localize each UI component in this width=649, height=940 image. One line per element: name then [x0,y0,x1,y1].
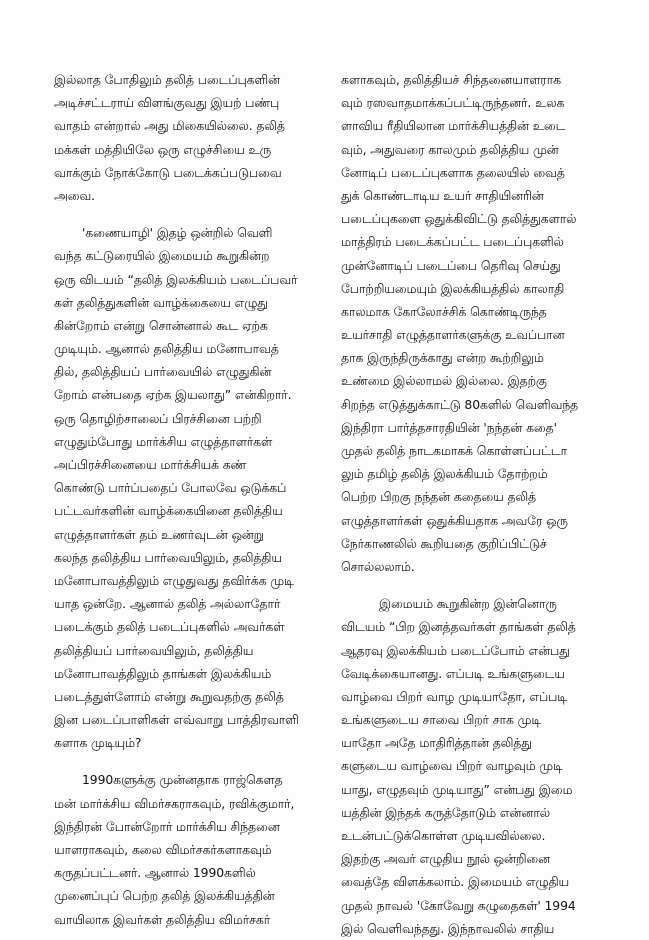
text-line: அவை. [54,187,95,203]
text-line: மன் மார்க்சிய விமர்சகராகவும், ரவிக்குமார், [54,795,295,811]
paragraph [341,68,623,578]
text-line: கள் தலித்துகளின் வாழ்க்கையை எழுது [54,294,268,310]
text-line: ஆதரவு இலக்கியம் படைப்போம் என்பது [341,642,570,658]
text-line: தலித்தியப் பார்வையிலும், தலித்திய [54,642,254,658]
text-line: கருதப்பட்டனர். ஆனால் 1990களில் [54,865,256,881]
text-line: படைக்கும் தலித் படைப்புகளில் அவர்கள் [54,619,285,635]
text-line: 'கணையாழி' இதழ் ஒன்றில் வெளி [82,225,273,241]
text-line: உண்மை இல்லாமல் இல்லை. இதற்கு [341,373,547,389]
text-line: வும், அதுவரை காலமும் தலித்திய முன் [341,141,559,157]
paragraph-gap [54,207,334,221]
right-column [341,68,623,940]
text-line: வந்த கட்டுரையில் இமையம் கூறுகின்ற [54,248,270,264]
text-line: எழுத்தாளர்கள் ஒதுக்கியதாக அவரே ஒரு [341,512,568,528]
text-line: யத்தின் இந்தக் கருத்தோடும் என்னால் [341,804,550,820]
text-line: களுடைய வாழ்வை பிறர் வாழவும் முடி [341,758,563,774]
left-column [54,68,334,931]
text-line: வைத்தே விளக்கலாம். இமையம் எழுதிய [341,874,570,890]
text-line: நேர்காணலில் கூறியதை குறிப்பிட்டுச் [341,535,547,551]
paragraph [54,221,334,754]
text-line: இமையம் கூறுகின்ற இன்னொரு [379,596,557,612]
text-line: யாதோ அதே மாதிரித்தான் தலித்து [341,735,532,751]
text-line: முதல் தலித் நாடகமாகக் கொள்ளப்பட்டா [341,443,568,458]
text-line: எழுத்தாளர்கள் தம் உணர்வுடன் ஒன்று [54,526,264,542]
text-line: முடியும். ஆனால் தலித்திய மனோபாவத் [54,341,279,357]
text-line: பெற்ற பிறகு நந்தன் கதையை தலித் [341,489,536,505]
text-line: அப்பிரச்சினையை மார்க்சியக் கண் [54,457,247,472]
text-line: துக் கொண்டாடிய உயர் சாதியினரின் [341,187,544,203]
text-line: ஒரு தொழிற்சாலைப் பிரச்சினை பற்றி [54,410,262,426]
text-line: யாது, எழுதவும் முடியாது” என்பது இமை [341,781,573,797]
text-line: இல் வெளிவந்தது. இந்நாவலில் சாதிய [341,920,555,936]
text-line: மனோபாவத்திலும் தாங்கள் இலக்கியம் [54,665,272,681]
text-line: வேடிக்கையானது. எப்படி உங்களுடைய [341,665,565,681]
text-line: கொண்டு பார்ப்பதைப் போலவே ஒடுக்கப் [54,480,287,496]
text-line: வாயிலாக இவர்கள் தலித்திய விமர்சகர் [54,911,271,927]
text-line: முன்னோடிப் படைப்பை தெரிவு செய்து [341,257,561,273]
text-line: காலமாக கோலோச்சிக் கொண்டிருந்த [341,303,547,319]
text-line: அடிச்சட்டராய் விளங்குவது இயற் பண்பு [54,95,280,111]
text-line: சிறந்த எடுத்துக்காட்டு 80களில் வெளிவந்த [341,396,579,412]
paragraph [54,768,334,930]
text-line: வாழ்வை பிறர் வாழ முடியாதோ, எப்படி [341,688,568,704]
text-line: யாளராகவும், கலை விமர்சகர்களாகவும் [54,842,272,857]
text-line: படைத்துள்ளோம் என்று கூறுவதற்கு தலித் [54,688,284,704]
text-line: சொல்லலாம். [341,558,415,574]
text-line: முதல் நாவல் 'கோவேறு கழுதைகள்' 1994 [341,897,576,913]
text-line: ளாவிய ரீதியிலான மார்க்சியத்தின் உடை [341,118,566,134]
text-line: விடயம் “பிற இனத்தவர்கள் தாங்கள் தலித் [341,619,576,635]
text-line: இதற்கு அவர் எழுதிய நூல் ஒன்றினை [341,851,551,867]
paragraph-gap [341,578,623,592]
text-line: இன படைப்பாளிகள் எவ்வாறு பாத்திரவாளி [54,712,299,728]
text-line: வாதம் என்றால் அது மிகையில்லை. தலித் [54,118,285,134]
text-line: இல்லாத போதிலும் தலித் படைப்புகளின் [54,72,280,87]
text-line: பட்டவர்களின் வாழ்க்கையினை தலித்திய [54,503,283,519]
text-line: உடன்பட்டுக்கொள்ள முடியவில்லை. [341,828,546,843]
text-line: இந்திரா பார்த்தசாரதியின் 'நந்தன் கதை' [341,419,557,435]
text-line: 1990களுக்கு முன்னதாக ராஜ்கௌத [82,772,283,788]
text-line: களாகவும், தலித்தியச் சிந்தனையாளராக [341,72,561,87]
text-line: உயர்சாதி எழுத்தாளர்களுக்கு உவப்பான [341,327,565,343]
text-line: மாத்திரம் படைக்கப்பட்ட படைப்புகளில் [341,234,564,250]
text-line: வும் ரஸவாதமாக்கப்பட்டிருந்தனர். உலக [341,95,565,111]
text-line: யாத ஒன்றே. ஆனால் தலித் அல்லாதோர் [54,596,281,612]
text-line: படைப்புகளை ஒதுக்கிவிட்டு தலித்துகளால் [341,211,577,227]
text-line: களாக முடியும்? [54,735,142,751]
text-line: வாக்கும் நோக்கோடு படைக்கப்படுபவை [54,164,282,180]
text-line: றோம் என்பதை ஏற்க இயலாது” என்கிறார். [54,387,292,403]
text-line: மனோபாவத்திலும் எழுதுவது தவிர்க்க முடி [54,572,294,588]
text-line: கலந்த தலித்திய பார்வையிலும், தலித்திய [54,549,282,565]
text-line: கின்றோம் என்று சொன்னால் கூட ஏற்க [54,317,268,333]
text-line: தில், தலித்தியப் பார்வையில் எழுதுகின் [54,364,272,380]
paragraph-gap [54,754,334,768]
text-line: தாக இருந்திருக்காது என்ற கூற்றிலும் [341,350,544,366]
text-line: எழுதும்போது மார்க்சிய எழுத்தாளர்கள் [54,433,273,449]
text-line: மக்கள் மத்தியிலே ஒரு எழுச்சியை உரு [54,141,271,157]
text-line: இந்திரன் போன்றோர் மார்க்சிய சிந்தனை [54,818,280,834]
text-line: னோடிப் படைப்புகளாக தலையில் வைத் [341,164,565,180]
text-line: உங்களுடைய சாவை பிறர் சாக முடி [341,712,542,728]
text-line: போற்றியமையும் இலக்கியத்தில் காலாதி [341,280,565,296]
text-line: முனைப்புப் பெற்ற தலித் இலக்கியத்தின் [54,888,275,904]
paragraph [341,592,623,940]
paragraph [54,68,334,207]
text-line: லும் தமிழ் தலித் இலக்கியம் தோற்றம் [341,466,548,482]
text-line: ஒரு விடயம் “தலித் இலக்கியம் படைப்பவர் [54,271,298,287]
